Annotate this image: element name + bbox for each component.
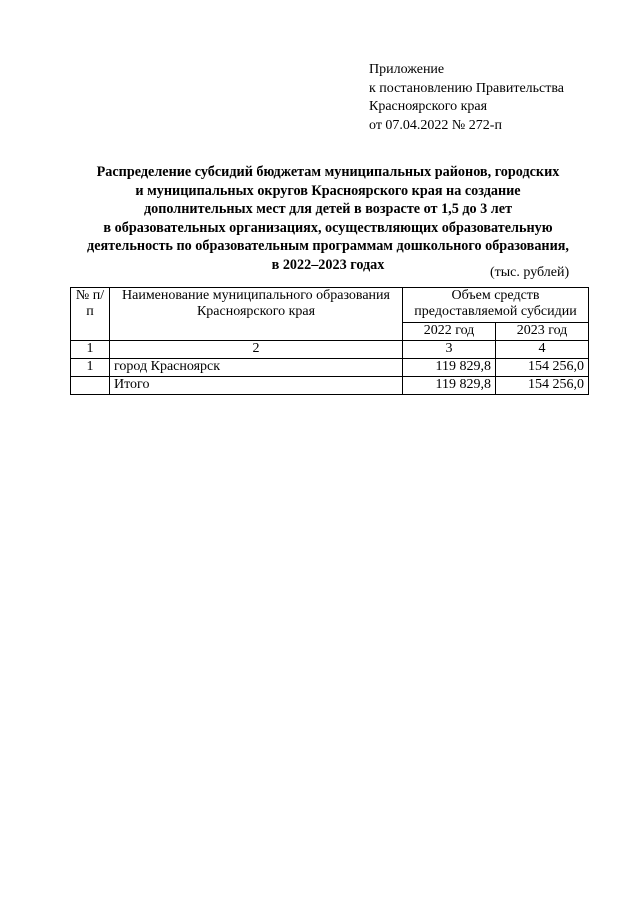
table-header-row — [71, 288, 589, 323]
appendix-line: Красноярского края — [369, 99, 488, 114]
total-value-2022: 119 829,8 — [403, 377, 496, 395]
row-name: город Красноярск — [110, 359, 403, 377]
header-no: № п/п — [71, 288, 110, 341]
title-line: Распределение субсидий бюджетам муниципальных районов, городских — [96, 164, 560, 180]
total-label: Итого — [110, 377, 403, 395]
title-line: дополнительных мест для детей в возрасте от 1,5 до 3 лет — [143, 201, 513, 218]
document-title — [60, 163, 596, 275]
row-no: 1 — [71, 359, 110, 377]
total-value-2023: 154 256,0 — [496, 377, 589, 395]
total-no — [71, 377, 110, 395]
header-year-2023: 2023 год — [496, 323, 589, 341]
appendix-line: Приложение — [369, 62, 445, 77]
header-name: Наименование муниципального образования Красноярского края — [110, 288, 403, 341]
column-number: 2 — [110, 341, 403, 359]
header-year-2022: 2022 год — [403, 323, 496, 341]
column-number: 1 — [71, 341, 110, 359]
units-label: (тыс. рублей) — [490, 265, 570, 280]
column-number-row — [71, 341, 589, 359]
column-number: 3 — [403, 341, 496, 359]
title-line: деятельность по образовательным программам дошкольного образования, — [87, 238, 569, 255]
total-row — [71, 377, 589, 395]
column-number: 4 — [496, 341, 589, 359]
appendix-line: от 07.04.2022 № 272-п — [369, 117, 502, 133]
title-line: и муниципальных округов Красноярского края на создание — [135, 182, 521, 199]
header-amount: Объем средств предоставляемой субсидии — [403, 288, 589, 323]
appendix-line: к постановлению Правительства — [369, 80, 565, 96]
title-line: в образовательных организациях, осуществляющих образовательную — [103, 219, 553, 236]
row-value-2022: 119 829,8 — [403, 359, 496, 377]
row-value-2023: 154 256,0 — [496, 359, 589, 377]
subsidy-table — [70, 287, 589, 395]
table-row — [71, 359, 589, 377]
appendix-block — [369, 61, 564, 135]
title-line: в 2022–2023 годах — [271, 256, 385, 273]
